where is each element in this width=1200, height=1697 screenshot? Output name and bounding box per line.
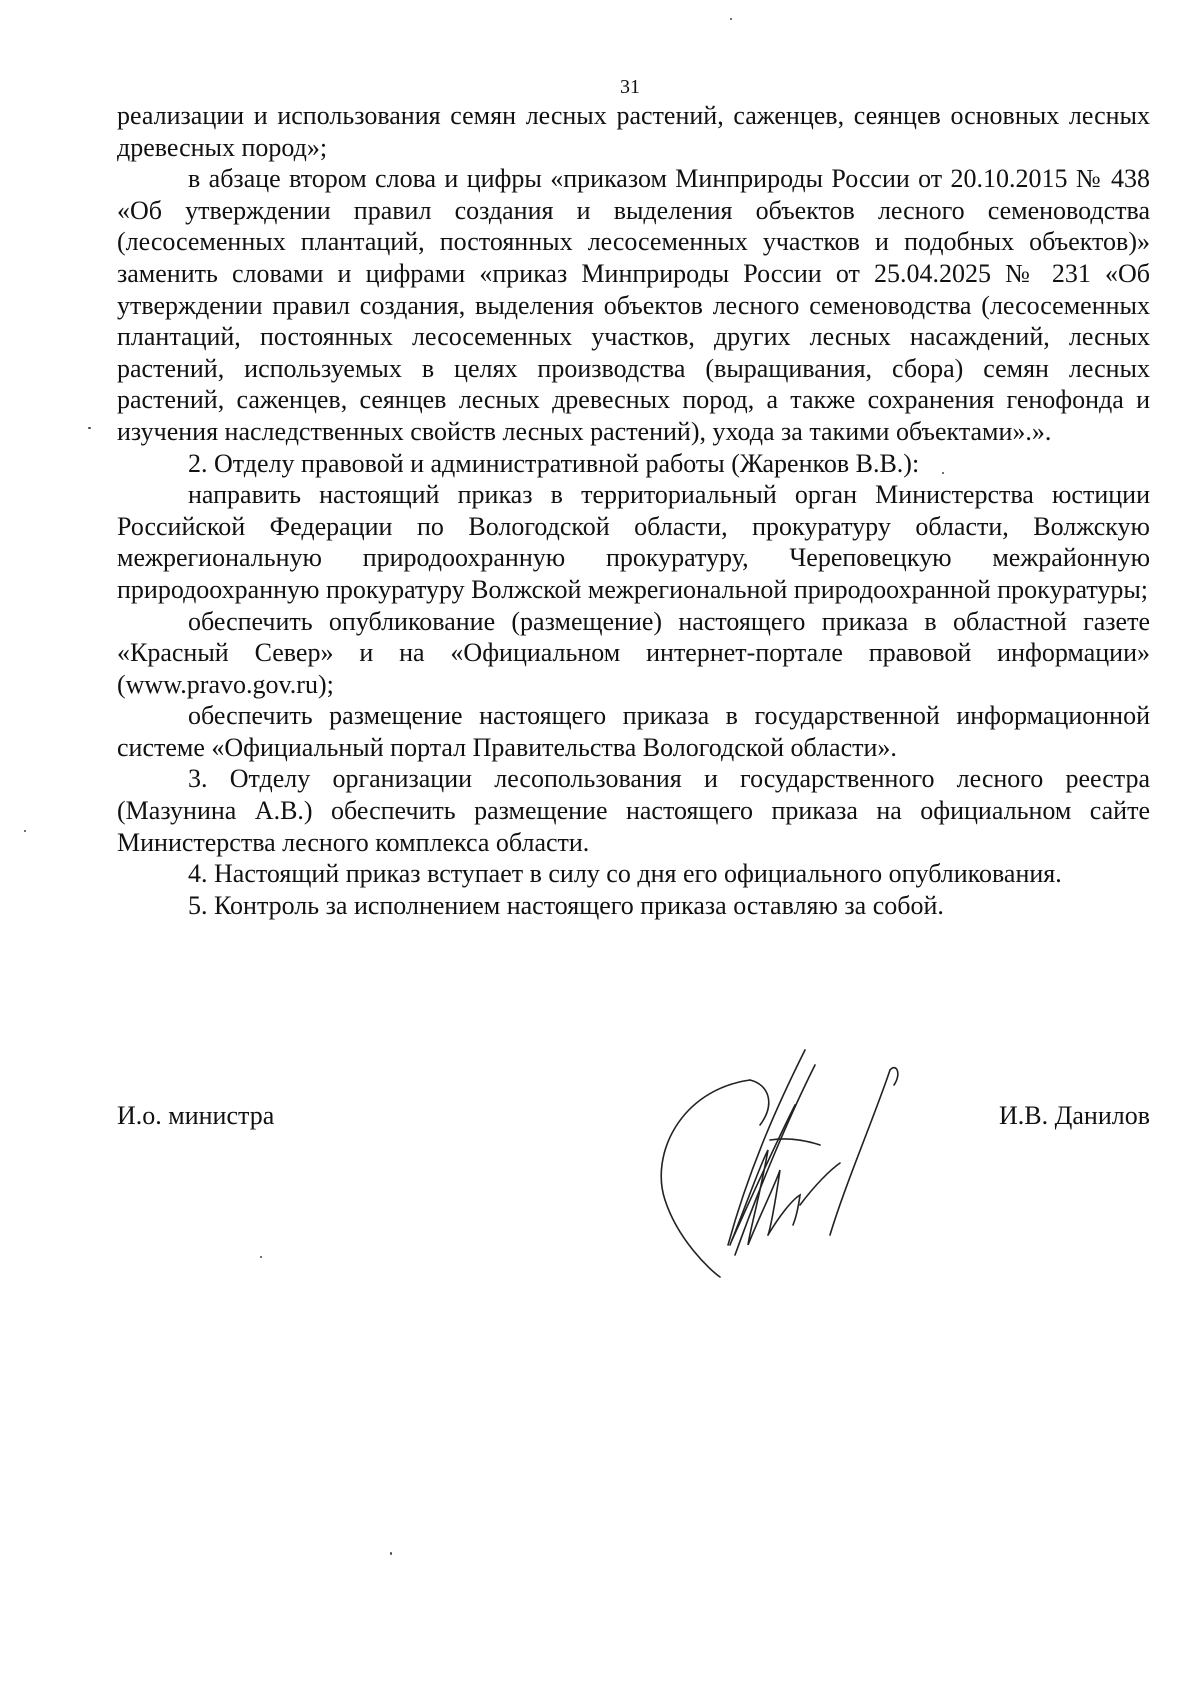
signer-name: И.В. Данилов [999, 1101, 1150, 1130]
paragraph-item-5: 5. Контроль за исполнением настоящего приказа оставляю за собой. [188, 890, 944, 920]
page-number: 31 [620, 76, 640, 98]
handwritten-signature [640, 1045, 930, 1280]
paragraph-amendment: в абзаце втором слова и цифры «приказом Минприроды России от 20.10.2015 № 438 «Об утверждении правил создания и выделения объектов лесного семеноводства (лесосеменных плантаций, постоянных лесосеменных участков и подобных объектов)» заменить словами и цифрами «приказ Минприроды России от 25.04.2025 № 231 «Об утверждении правил создания, выделения объектов лесного семеноводства (лесосеменных плантаций, постоянных лесосеменных участков, других лесных насаждений, лесных растений, используемых в целях производства (выращивания, сбора) семян лесных растений, саженцев, сеянцев лесных древесных пород, а также сохранения генофонда и изучения наследственных свойств лесных растений), ухода за такими объектами».». [117, 164, 1150, 446]
scan-speck [390, 1552, 392, 1555]
paragraph-portal-placement: обеспечить размещение настоящего приказа в государственной информационной системе «Официальный портал Правительства Вологодской области». [117, 701, 1150, 762]
paragraph-item-4: 4. Настоящий приказ вступает в силу со дня его официального опубликования. [188, 859, 1062, 889]
paragraph-continuation: реализации и использования семян лесных растений, саженцев, сеянцев основных лесных древесных пород»; [117, 101, 1150, 162]
signature-block [117, 1101, 1150, 1141]
document-body [117, 100, 1150, 921]
scan-speck [730, 18, 732, 20]
scan-speck [24, 830, 26, 832]
paragraph-item-2: 2. Отделу правовой и административной работы (Жаренков В.В.): [188, 448, 920, 478]
signer-position: И.о. министра [117, 1101, 275, 1130]
scan-speck [942, 472, 944, 474]
scan-speck [88, 427, 91, 429]
scan-speck [260, 1256, 262, 1258]
paragraph-send-order: направить настоящий приказ в территориальный орган Министерства юстиции Российской Федерации по Вологодской области, прокуратуру области, Волжскую межрегиональную природоохранную прокуратуру, Череповецкую межрайонную природоохранную прокуратуру Волжской межрегиональной природоохранной прокуратуры; [117, 480, 1150, 604]
paragraph-item-3: 3. Отделу организации лесопользования и государственного лесного реестра (Мазунина А.В.) обеспечить размещение настоящего приказа на официальном сайте Министерства лесного комплекса области. [117, 764, 1150, 857]
paragraph-publish-order: обеспечить опубликование (размещение) настоящего приказа в областной газете «Красный Север» и на «Официальном интернет-портале правовой информации» (www.pravo.gov.ru); [117, 606, 1150, 699]
